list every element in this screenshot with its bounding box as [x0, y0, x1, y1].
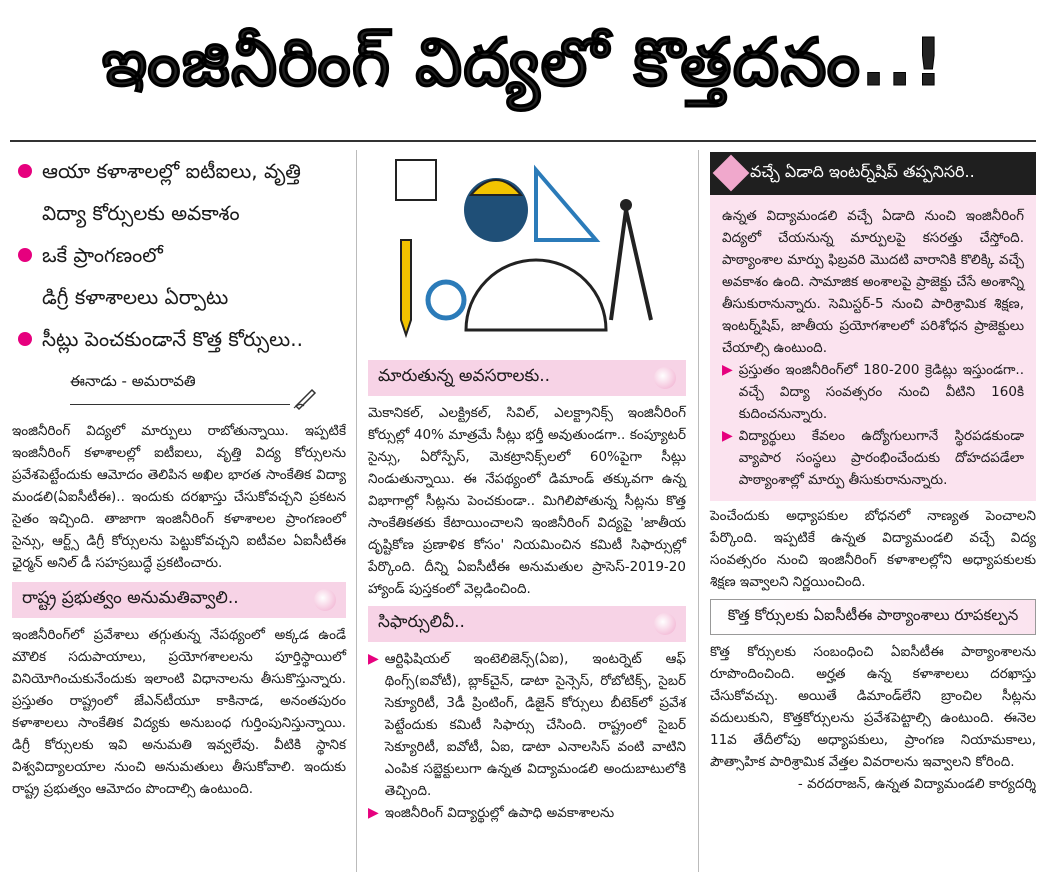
arrow-bullet-icon: ▶	[722, 362, 733, 378]
key-point-line: విద్యా కోర్సులకు అవకాశం	[42, 201, 240, 225]
key-point-line: ఆయా కళాశాలల్లో ఐటీఐలు, వృత్తి	[42, 159, 301, 183]
blueprint-frame-icon	[396, 160, 436, 200]
paragraph: పెంచేందుకు అధ్యాపకుల బోధనలో నాణ్యత పెంచాలని పేర్కొంది. ఇప్పటికే ఉన్నత విద్యామండలి వచ్చే విద్య సంవత్సరం నుంచి ఇంజినీరింగ్ కళాశాలల్లోని అధ్యాపకులకు శిక్షణ ఇవ్వాలని నిర్ణయించింది.	[710, 508, 1036, 590]
pen-icon	[292, 384, 318, 410]
compass-icon	[611, 210, 651, 320]
curriculum-heading: కొత్త కోర్సులకు ఏఐసీటీఈ పాఠ్యాంశాలు రూపకల్పన	[710, 599, 1036, 635]
key-point	[18, 234, 348, 318]
box-item-text: ప్రస్తుతం ఇంజినీరింగ్‌లో 180-200 క్రెడిట్లు ఇస్తుండగా.. వచ్చే విద్యా సంవత్సరం నుంచి వీటిని 160కి కుదించనున్నారు.	[738, 362, 1024, 422]
arrow-bullet-icon: ▶	[722, 428, 733, 444]
key-point	[18, 318, 348, 360]
section-heading-text: సిఫార్సులివీ..	[378, 612, 465, 632]
key-points	[18, 150, 348, 360]
key-point	[18, 150, 348, 234]
bullet-dot-icon	[18, 248, 32, 262]
gear-icon	[428, 282, 464, 318]
box-item	[722, 359, 1024, 425]
recommendation-text: ఆర్టిఫిషియల్ ఇంటెలిజెన్స్(ఏఐ), ఇంటర్నెట్ ఆఫ్ థింగ్స్(ఐవోటీ), బ్లాక్‌చైన్, డాటా సైన్సెస్, రోబోటిక్స్, సైబర్ సెక్యూరిటీ, 3డీ ప్రింటింగ్, డిజైన్ కోర్సులు బీటెక్‌లో ప్రవేశ పెట్టేందుకు కమిటీ సిఫార్సు చేసింది. రాష్ట్రంలో సైబర్ సెక్యూరిటీ, ఐవోటీ, ఏఐ, డాటా ఎనాలసిస్ వంటి వాటిని ఎంపిక సబ్జెక్టులుగా ఉన్నత విద్యామండలి అందుబాటులోకి తెచ్చింది.	[384, 651, 686, 799]
decorative-ball-icon	[654, 367, 676, 389]
bullet-dot-icon	[18, 332, 32, 346]
paragraph: మెకానికల్, ఎలక్ట్రికల్, సివిల్, ఎలక్ట్రానిక్స్ ఇంజినీరింగ్ కోర్సుల్లో 40% మాత్రమే సీట్లు భర్తీ అవుతుండగా.. కంప్యూటర్ సైన్సు, ఏరోస్పేస్, మెకట్రానిక్స్‌లలో 60%పైగా సీట్లు నిండుతున్నాయి. ఈ నేపథ్యంలో డిమాండ్ తక్కువగా ఉన్న విభాగాల్లో సీట్లను పెంచకుండా.. మిగిలిపోతున్న సీట్లను కొత్త సాంకేతికతకు కేటాయించాలని ఇంజినీరింగ్ విద్యపై 'జాతీయ దృష్టికోణ ప్రణాళిక కోసం' నియమించిన కమిటీ సిఫార్సుల్లో పేర్కొంది. దీన్ని ఏఐసీటీఈ అనుమతుల ప్రాసెస్-2019-20 హ్యాండ్ పుస్తకంలో వెల్లడించింది.	[368, 405, 686, 597]
recommendation-item	[368, 802, 686, 824]
key-point-line: సీట్లు పెంచకుండానే కొత్త కోర్సులు..	[42, 327, 303, 351]
set-square-icon	[536, 170, 596, 240]
signature: - వరదరాజన్, ఉన్నత విద్యామండలి కార్యదర్శి	[797, 776, 1036, 792]
pencil-icon	[401, 240, 411, 335]
column-divider	[356, 150, 357, 872]
paragraph: ఉన్నత విద్యామండలి వచ్చే ఏడాది నుంచి ఇంజినీరింగ్ విద్యలో చేయనున్న మార్పులపై కసరత్తు చేస్తోంది. పాఠ్యాంశాల మార్పు ఫిబ్రవరి మొదటి వారానికి కొలిక్కి వచ్చే అవకాశం ఉంది. సామాజిక అంశాలపై ప్రాజెక్టు చేసే అంశాన్ని తీసుకురానున్నారు. సెమిస్టర్-5 నుంచి పారిశ్రామిక శిక్షణ, ఇంటర్న్‌షిప్, జాతీయ ప్రయోగశాలలో పరిశోధన ప్రాజెక్టులు చేయాల్సి ఉంటుంది.	[722, 208, 1024, 356]
protractor-icon	[466, 260, 606, 330]
section-heading	[12, 582, 346, 618]
engineering-illustration	[376, 150, 686, 350]
section-heading-text: మారుతున్న అవసరాలకు..	[378, 366, 551, 386]
headline-text: ఇంజినీరింగ్ విద్యలో కొత్తదనం..!	[101, 23, 945, 101]
column-3	[710, 152, 1036, 795]
recommendation-item	[368, 648, 686, 802]
arrow-bullet-icon: ▶	[368, 805, 379, 821]
section-heading	[368, 360, 686, 396]
paragraph: ఇంజినీరింగ్‌లో ప్రవేశాలు తగ్గుతున్న నేపథ్యంలో అక్కడ ఉండే మౌలిక సదుపాయాలు, ప్రయోగశాలలను పూర్తిస్థాయిలో వినియోగించుకునేందుకు ఇలాంటి విధానాలను తీసుకొస్తున్నారు. ప్రస్తుతం రాష్ట్రంలో జేఎన్‌టీయూ కాకినాడ, అనంతపురం కళాశాలలు సాంకేతిక విద్యకు అనుబంధ గుర్తింపునిస్తున్నాయి. డిగ్రీ కోర్సులకు ఇవి అనుమతి ఇవ్వలేవు. వీటికి స్థానిక విశ్వవిద్యాలయాల నుంచి అనుమతులు తీసుకోవాలి. ఇందుకు రాష్ట్ర ప్రభుత్వం ఆమోదం పొందాల్సి ఉంటుంది.	[12, 627, 346, 797]
column-2	[368, 360, 686, 824]
section-heading	[368, 606, 686, 642]
box-item-text: విద్యార్థులు కేవలం ఉద్యోగులుగానే స్థిరపడకుండా వ్యాపార సంస్థలు ప్రారంభించేందుకు దోహదపడేలా పాఠ్యాంశాల్లో మార్పు తీసుకురానున్నారు.	[738, 428, 1024, 488]
page-headline	[0, 0, 1046, 140]
box-item	[722, 425, 1024, 491]
bullet-dot-icon	[18, 164, 32, 178]
headline-rule	[10, 140, 1036, 142]
byline: ఈనాడు - అమరావతి	[70, 372, 196, 390]
intro-paragraph: ఇంజినీరింగ్ విద్యలో మార్పులు రాబోతున్నాయి. ఇప్పటికే ఇంజినీరింగ్ కళాశాలల్లో ఐటీఐలు, వృత్తి విద్య కోర్సులను ప్రవేశపెట్టేందుకు ఆమోదం తెలిపిన అఖిల భారత సాంకేతిక విద్యా మండలి(ఏఐసీటీఈ).. ఇందుకు దరఖాస్తు చేసుకోవచ్చని ప్రకటన సైతం ఇచ్చింది. తాజాగా ఇంజినీరింగ్ కళాశాలల ప్రాంగణంలో సైన్సు, ఆర్ట్స్ డిగ్రీ కోర్సులను పెట్టుకోవచ్చని ఐటీవల ఏఐసీటీఈ ఛైర్మన్ అనిల్ డీ సహస్రబుద్ధే ప్రకటించారు.	[12, 423, 346, 571]
internship-box	[710, 195, 1036, 501]
decorative-ball-icon	[314, 589, 336, 611]
column-divider	[698, 150, 699, 872]
internship-heading: వచ్చే ఏడాది ఇంటర్న్‌షిప్ తప్పనిసరి..	[710, 152, 1036, 195]
paragraph: కొత్త కోర్సులకు సంబంధించి ఏఐసీటీఈ పాఠ్యాంశాలను రూపొందించింది. అర్హత ఉన్న కళాశాలలు దరఖాస్తు చేసుకోవచ్చు. అయితే డిమాండ్‌లేని బ్రాంచిల సీట్లను వదులుకుని, కొత్తకోర్సులను ప్రవేశపెట్టాల్సి ఉంటుంది. ఈనెల 11వ తేదీలోపు అధ్యాపకులు, ప్రాంగణ నియామకాలు, పౌత్సాహిక పారిశ్రామిక వేత్తల వివరాలను ఇవ్వాలని కోరింది.	[710, 644, 1036, 770]
arrow-bullet-icon: ▶	[368, 651, 379, 667]
decorative-ball-icon	[654, 613, 676, 635]
key-point-line: డిగ్రీ కళాశాలలు ఏర్పాటు	[42, 285, 229, 309]
column-1	[12, 420, 346, 800]
section-heading-text: రాష్ట్ర ప్రభుత్వం అనుమతివ్వాలి..	[22, 588, 239, 608]
byline-rule	[70, 404, 290, 405]
key-point-line: ఒకే ప్రాంగణంలో	[42, 243, 163, 267]
recommendation-text: ఇంజినీరింగ్ విద్యార్థుల్లో ఉపాధి అవకాశాలను	[384, 805, 615, 821]
